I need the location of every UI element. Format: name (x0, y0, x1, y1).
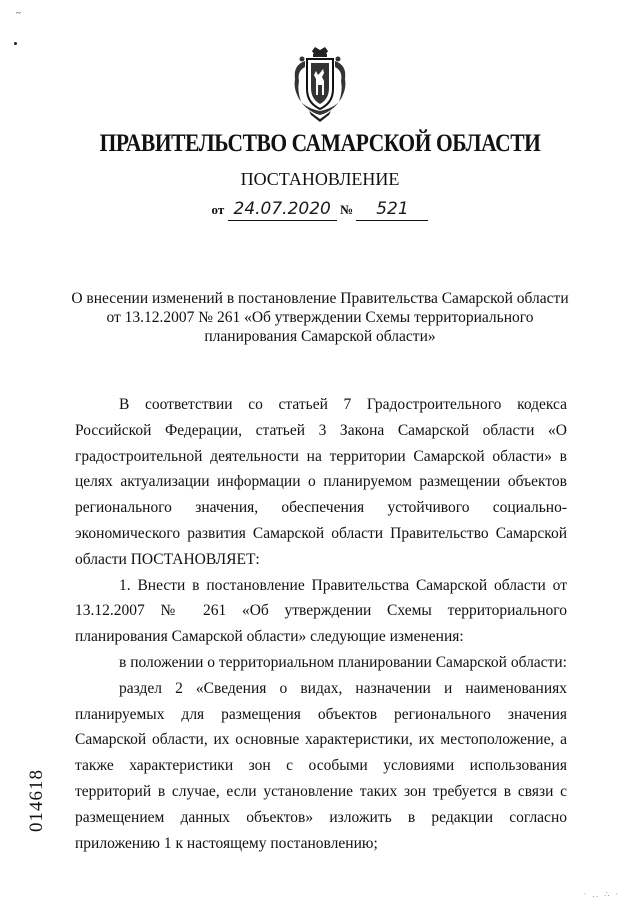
samara-coat-of-arms-icon (285, 45, 355, 123)
subject-line: от 13.12.2007 № 261 «Об утверждении Схемы территориального (106, 309, 534, 326)
handwritten-date: 24.07.2020 (228, 199, 337, 221)
item-1-paragraph: 1. Внести в постановление Правительства Самарской области от 13.12.2007 № 261 «Об утверждении Схемы территориального планирования Самарской области» следующие изменения: (75, 576, 567, 646)
number-prefix: № (340, 202, 354, 217)
registration-number: 014618 (26, 769, 47, 832)
scan-dot (14, 42, 17, 45)
subject-line: планирования Самарской области» (204, 328, 436, 345)
section-paragraph: в положении о территориальном планировании Самарской области: (119, 653, 567, 671)
document-subject (70, 289, 570, 346)
subject-line: О внесении изменений в постановление Правительства Самарской области (71, 290, 569, 307)
government-title: ПРАВИТЕЛЬСТВО САМАРСКОЙ ОБЛАСТИ (99, 130, 541, 157)
date-number-line (0, 199, 640, 221)
document-body (75, 392, 567, 856)
scan-artifact: · .. ∴ · (583, 890, 620, 899)
date-prefix: от (211, 202, 225, 217)
amendment-paragraph: раздел 2 «Сведения о видах, назначении и наименованиях планируемых для размещения объектов регионального значения Самарской области, их основные характеристики, их местоположение, а также характеристики зон с особыми условиями использования территорий в случае, если установление таких зон требуется в связи с размещением данных объектов» изложить в редакции согласно приложению 1 к настоящему постановлению; (75, 679, 567, 852)
scan-corner-mark: ~ (16, 8, 21, 18)
preamble-paragraph: В соответствии со статьей 7 Градостроительного кодекса Российской Федерации, статьей 3 Закона Самарской области «О градостроительной деятельности на территории Самарской области» в целях актуализации информации о планируемом размещении объектов регионального значения, обеспечения устойчивого социально-экономического развития Самарской области Правительство Самарской области ПОСТАНОВЛЯЕТ: (75, 396, 567, 568)
document-type: ПОСТАНОВЛЕНИЕ (240, 169, 400, 189)
handwritten-number: 521 (356, 199, 428, 221)
